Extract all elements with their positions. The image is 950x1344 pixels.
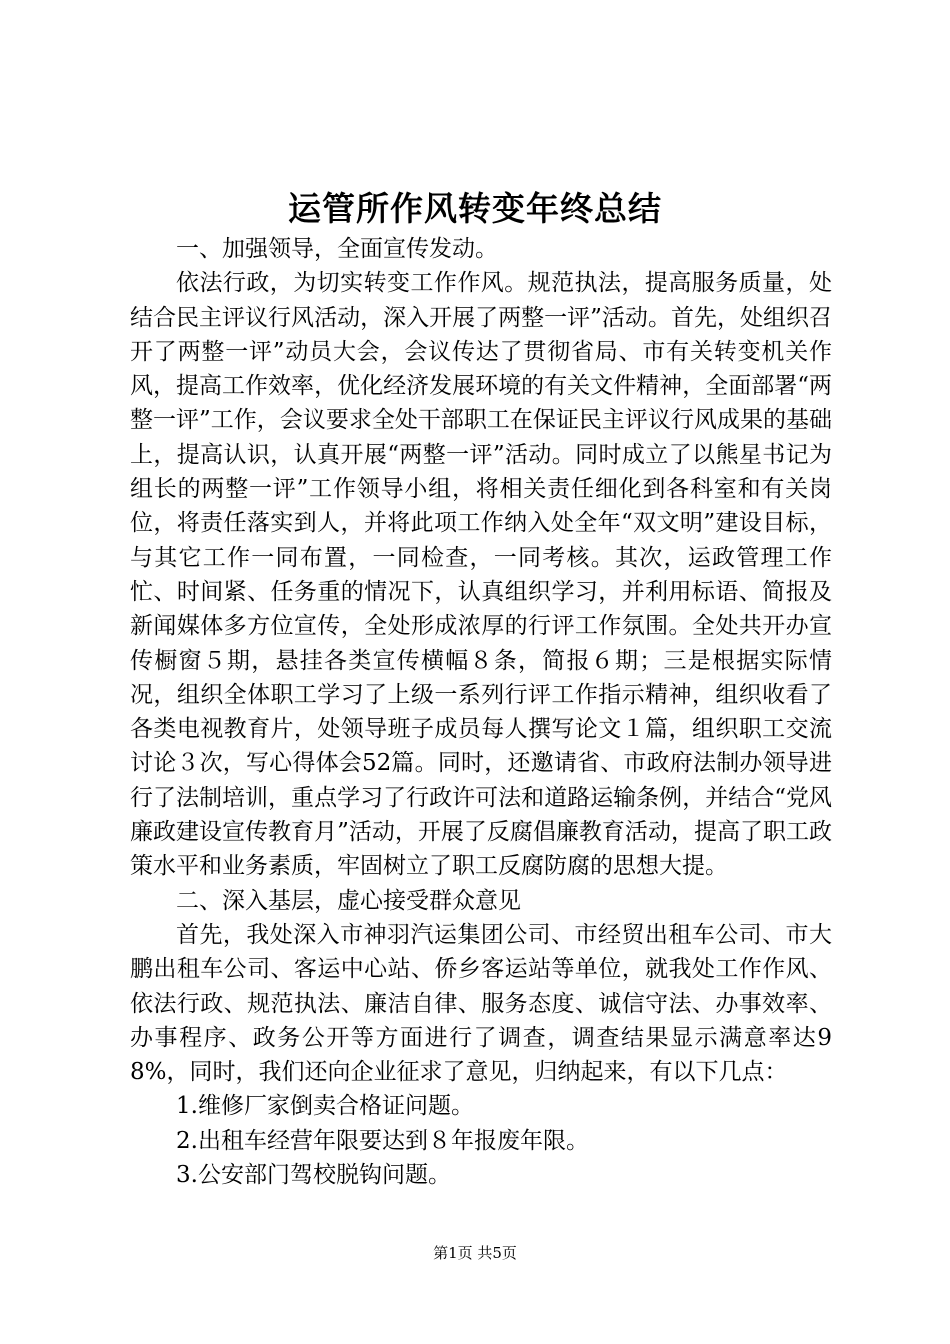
section-heading-2: 二、深入基层，虚心接受群众意见: [176, 887, 521, 914]
body-paragraph-2: 首先，我处深入市神羽汽运集团公司、市经贸出租车公司、市大鹏出租车公司、客运中心站、侨乡客运站等单位，就我处工作作风、依法行政、规范执法、廉洁自律、服务态度、诚信守法、办事效率、办事程序、政务公开等方面进行了调查，调查结果显示满意率达98%，同时，我们还向企业征求了意见，归纳起来，有以下几点：: [130, 921, 832, 1086]
section-heading-1: 一、加强领导，全面宣传发动。: [176, 236, 498, 262]
list-item-3: 3.公安部门驾校脱钩问题。: [176, 1162, 451, 1189]
body-paragraph-1: 依法行政，为切实转变工作作风。规范执法，提高服务质量，处结合民主评议行风活动，深入开展了两整一评”活动。首先，处组织召开了两整一评”动员大会，会议传达了贯彻省局、市有关转变机关作风，提高工作效率，优化经济发展环境的有关文件精神，全面部署“两整一评”工作，会议要求全处干部职工在保证民主评议行风成果的基础上，提高认识，认真开展“两整一评”活动。同时成立了以熊星书记为组长的两整一评”工作领导小组，将相关责任细化到各科室和有关岗位，将责任落实到人，并将此项工作纳入处全年“双文明”建设目标，与其它工作一同布置，一同检查，一同考核。其次，运政管理工作忙、时间紧、任务重的情况下，认真组织学习，并利用标语、简报及新闻媒体多方位宣传，全处形成浓厚的行评工作氛围。全处共开办宣传橱窗５期，悬挂各类宣传横幅８条，简报６期；三是根据实际情况，组织全体职工学习了上级一系列行评工作指示精神，组织收看了各类电视教育片，处领导班子成员每人撰写论文１篇，组织职工交流讨论３次，写心得体会52篇。同时，还邀请省、市政府法制办领导进行了法制培训，重点学习了行政许可法和道路运输条例，并结合“党风廉政建设宣传教育月”活动，开展了反腐倡廉教育活动，提高了职工政策水平和业务素质，牢固树立了职工反腐防腐的思想大提。: [130, 270, 832, 880]
document-title: 运管所作风转变年终总结: [288, 189, 662, 228]
document-body: [130, 232, 832, 1192]
list-item-1: 1.维修厂家倒卖合格证问题。: [176, 1093, 474, 1120]
list-item-2: 2.出租车经营年限要达到８年报废年限。: [176, 1127, 589, 1154]
page-number-footer: 第1页 共5页: [433, 1244, 517, 1262]
